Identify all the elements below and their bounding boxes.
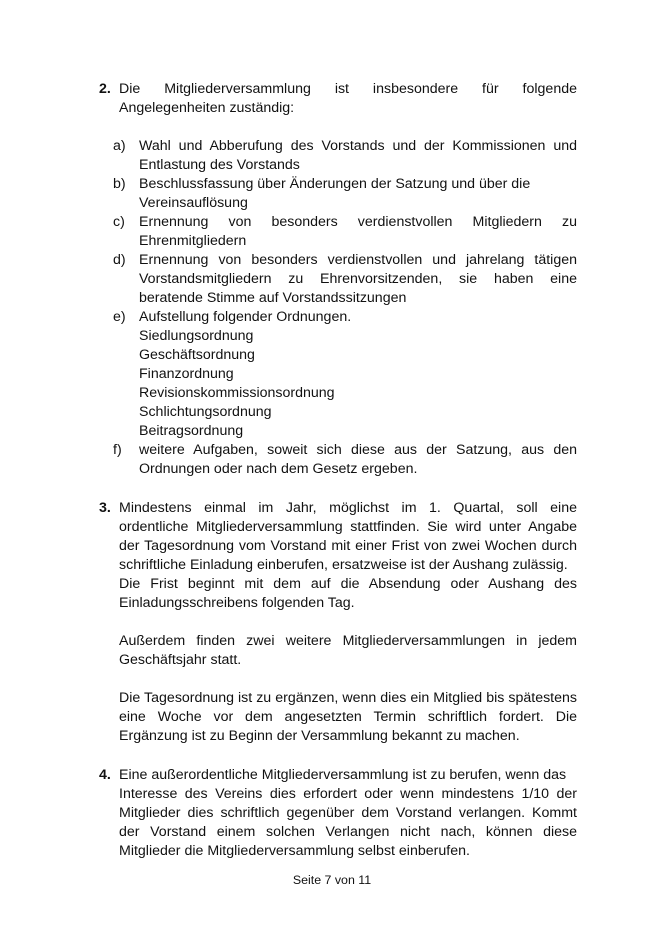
paragraph-line: Mindestens einmal im Jahr, möglichst im 1. Quartal, soll eine bbox=[119, 500, 577, 516]
paragraph-line: Geschäftsjahr statt. bbox=[119, 652, 242, 668]
list-item-line: Beschlussfassung über Änderungen der Satzung und über die bbox=[139, 176, 531, 192]
paragraph-line: Angelegenheiten zuständig: bbox=[119, 100, 295, 116]
section-number: 2. bbox=[99, 81, 111, 97]
list-item-line: weitere Aufgaben, soweit sich diese aus der Satzung, aus den bbox=[139, 442, 577, 458]
list-item-line: Geschäftsordnung bbox=[139, 347, 255, 363]
list-item-line: Vereinsauflösung bbox=[139, 195, 248, 211]
list-item-line: Schlichtungsordnung bbox=[139, 404, 272, 420]
list-letter: f) bbox=[113, 442, 122, 458]
section-number: 4. bbox=[99, 767, 111, 783]
paragraph-line: Ergänzung ist zu Beginn der Versammlung bekannt zu machen. bbox=[119, 728, 520, 744]
paragraph-line: eine Woche vor dem angesetzten Termin schriftlich fordert. Die bbox=[119, 709, 577, 725]
paragraph-line: Die Frist beginnt mit dem auf die Absendung oder Aushang des bbox=[119, 576, 577, 592]
list-letter: b) bbox=[113, 176, 126, 192]
paragraph-line: Einladungsschreibens folgenden Tag. bbox=[119, 595, 355, 611]
paragraph-line: der Tagesordnung vom Vorstand mit einer Frist von zwei Wochen durch bbox=[119, 538, 577, 554]
section-number: 3. bbox=[99, 500, 111, 516]
list-item-line: Aufstellung folgender Ordnungen. bbox=[139, 309, 352, 325]
list-item-line: Ehrenmitgliedern bbox=[139, 233, 247, 249]
paragraph-line: Die Tagesordnung ist zu ergänzen, wenn dies ein Mitglied bis spätestens bbox=[119, 690, 577, 706]
list-item-line: Beitragsordnung bbox=[139, 423, 244, 439]
list-letter: c) bbox=[113, 214, 125, 230]
list-item-line: beratende Stimme auf Vorstandssitzungen bbox=[139, 290, 407, 306]
page-number-footer: Seite 7 von 11 bbox=[292, 873, 372, 887]
list-item-line: Ernennung von besonders verdienstvollen Mitgliedern zu bbox=[139, 214, 577, 230]
paragraph-line: schriftliche Einladung einberufen, ersatzweise ist der Aushang zulässig. bbox=[119, 557, 568, 573]
list-letter: e) bbox=[113, 309, 126, 325]
list-item-line: Entlastung des Vorstands bbox=[139, 157, 300, 173]
paragraph-line: Mitglieder dies schriftlich gegenüber dem Vorstand verlangen. Kommt bbox=[119, 805, 577, 821]
list-item-line: Siedlungsordnung bbox=[139, 328, 254, 344]
paragraph-line: Außerdem finden zwei weitere Mitgliederversammlungen in jedem bbox=[119, 633, 577, 649]
paragraph-line: ordentliche Mitgliederversammlung stattfinden. Sie wird unter Angabe bbox=[119, 519, 577, 535]
paragraph-line: Eine außerordentliche Mitgliederversammlung ist zu berufen, wenn das bbox=[119, 767, 567, 783]
paragraph-line: Die Mitgliederversammlung ist insbesondere für folgende bbox=[119, 81, 577, 97]
list-letter: d) bbox=[113, 252, 126, 268]
list-item-line: Ernennung von besonders verdienstvollen und jahrelang tätigen bbox=[139, 252, 577, 268]
paragraph-line: Mitglieder die Mitgliederversammlung selbst einberufen. bbox=[119, 843, 470, 859]
list-item-line: Ordnungen oder nach dem Gesetz ergeben. bbox=[139, 461, 418, 477]
list-item-line: Revisionskommissionsordnung bbox=[139, 385, 335, 401]
list-letter: a) bbox=[113, 138, 126, 154]
list-item-line: Wahl und Abberufung des Vorstands und der Kommissionen und bbox=[139, 138, 577, 154]
paragraph-line: der Vorstand einem solchen Verlangen nicht nach, können diese bbox=[119, 824, 577, 840]
list-item-line: Finanzordnung bbox=[139, 366, 234, 382]
list-item-line: Vorstandsmitgliedern zu Ehrenvorsitzenden, sie haben eine bbox=[139, 271, 577, 287]
paragraph-line: Interesse des Vereins dies erfordert oder wenn mindestens 1/10 der bbox=[119, 786, 577, 802]
